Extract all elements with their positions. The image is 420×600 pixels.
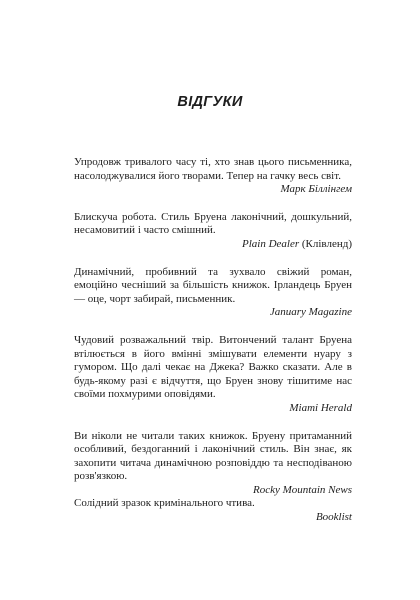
review-quote: Чудовий розважальний твір. Витончений талант Бруена втілюється в його вмінні змішувати елементи нуару з гумором. Що далі чекає на Джека? Важко сказати. Але в будь-якому разі є відчуття, що Бруен знову тішитиме нас своїми похмурими оповідями. [74, 333, 352, 401]
review-source [74, 238, 352, 252]
review-item [74, 430, 352, 498]
review-source-name: January Magazine [269, 306, 352, 319]
page-heading: ВІДГУКИ [177, 94, 243, 110]
review-item [74, 266, 352, 320]
review-quote: Солідний зразок кримінального чтива. [74, 497, 255, 510]
review-source [74, 484, 352, 498]
review-source-name: Booklist [315, 511, 352, 524]
review-item [74, 211, 352, 252]
review-source-name: Марк Біллінгем [280, 183, 352, 196]
review-source [74, 183, 352, 197]
review-quote: Динамічний, пробивний та зухвало свіжий роман, емоційно чесніший за більшість книжок. Ірландець Бруен — оце, чорт забирай, письменник. [74, 265, 352, 305]
review-item [74, 497, 352, 524]
reviews-list [74, 156, 352, 525]
review-source [74, 306, 352, 320]
review-source [74, 511, 352, 525]
review-item [74, 156, 352, 197]
review-source [74, 402, 352, 416]
review-item [74, 334, 352, 416]
review-quote: Блискуча робота. Стиль Бруена лаконічний, дошкульний, несамовитий і часто смішний. [74, 210, 352, 237]
review-quote: Ви ніколи не читали таких книжок. Бруену притаманний особливий, бездоганний і лаконічний стиль. Він знає, як захопити читача динамічною розповіддю та несподіваною розв'язкою. [74, 429, 352, 483]
review-source-name: Plain Dealer [241, 237, 300, 250]
review-source-location: (Клівленд) [301, 237, 352, 250]
review-source-name: Rocky Mountain News [253, 483, 352, 496]
review-source-name: Miami Herald [289, 401, 352, 414]
review-quote: Упродовж тривалого часу ті, хто знав цього письменника, насолоджувалися його творами. Тепер на гачку весь світ. [74, 156, 352, 182]
